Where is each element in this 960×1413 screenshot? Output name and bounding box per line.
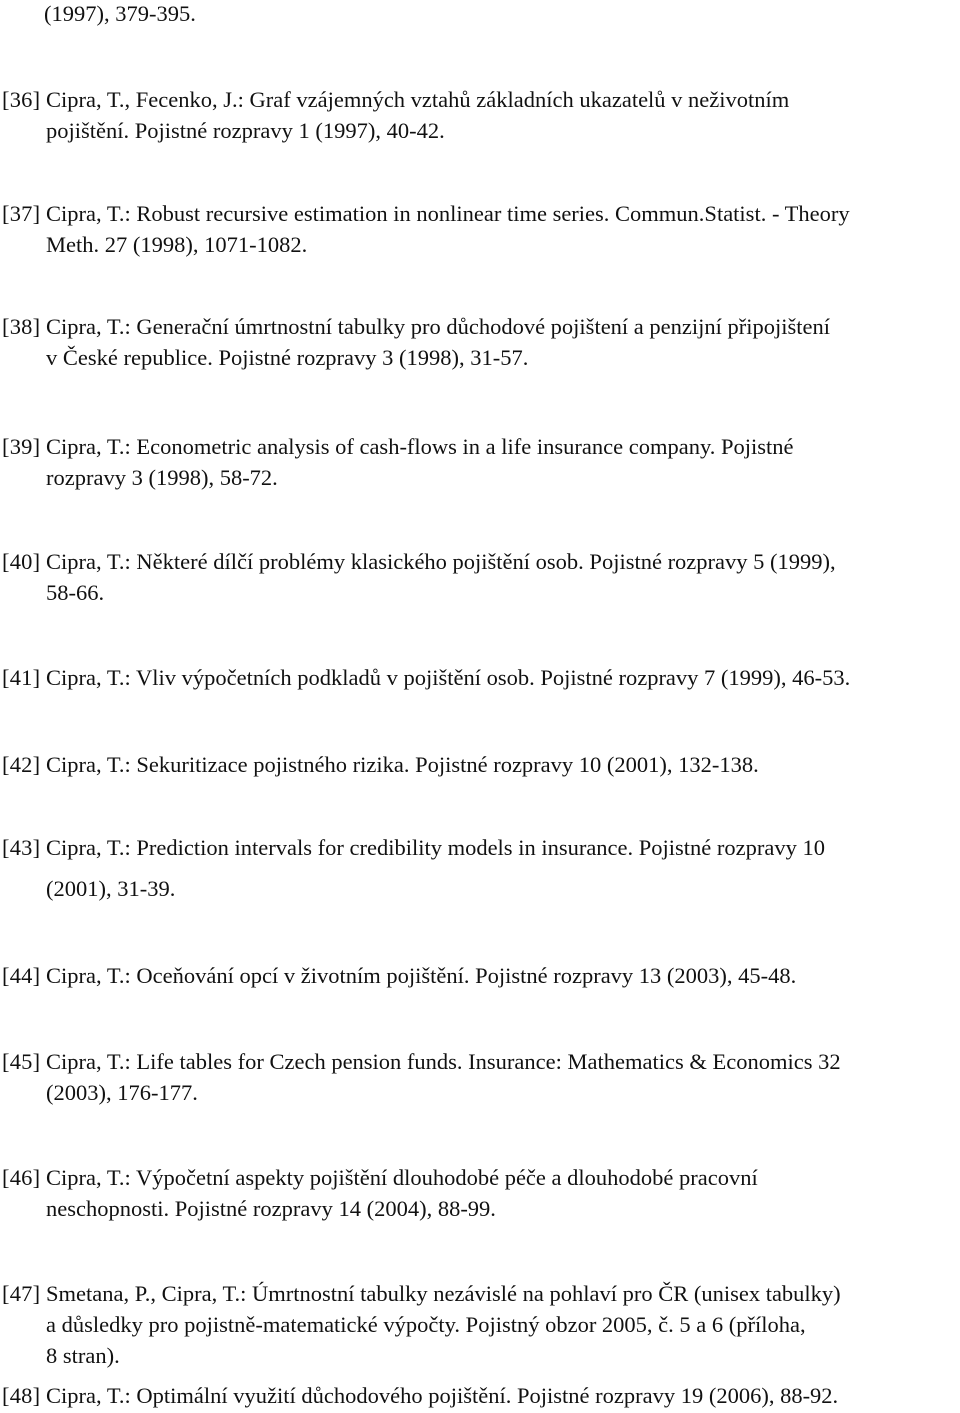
reference-number: [43] — [2, 835, 41, 860]
reference-entry-48 — [0, 1380, 958, 1411]
reference-text — [46, 662, 958, 693]
reference-text — [46, 1278, 958, 1371]
reference-text — [46, 749, 958, 780]
reference-number: [39] — [2, 434, 41, 459]
reference-number: [48] — [2, 1383, 41, 1408]
reference-text — [46, 832, 958, 904]
reference-entry-36 — [0, 84, 958, 146]
reference-entry-43 — [0, 832, 958, 904]
reference-entry-44 — [0, 960, 958, 991]
reference-line: Cipra, T.: Sekuritizace pojistného rizika. Pojistné rozpravy 10 (2001), 132-138. — [46, 752, 759, 777]
reference-line: v České republice. Pojistné rozpravy 3 (1998), 31-57. — [46, 345, 529, 370]
reference-text — [46, 431, 958, 493]
reference-line: Cipra, T.: Vliv výpočetních podkladů v pojištění osob. Pojistné rozpravy 7 (1999), 46-53. — [46, 665, 851, 690]
reference-number: [38] — [2, 314, 41, 339]
reference-text — [46, 960, 958, 991]
reference-entry-47 — [0, 1278, 958, 1371]
reference-text — [46, 546, 958, 608]
reference-entry-45 — [0, 1046, 958, 1108]
reference-number: [40] — [2, 549, 41, 574]
reference-line: Cipra, T.: Robust recursive estimation in nonlinear time series. Commun.Statist. - Theory — [46, 201, 850, 226]
reference-line: Meth. 27 (1998), 1071-1082. — [46, 232, 308, 257]
reference-entry-42 — [0, 749, 958, 780]
reference-text — [46, 198, 958, 260]
reference-line: Cipra, T., Fecenko, J.: Graf vzájemných vztahů základních ukazatelů v neživotním — [46, 87, 790, 112]
reference-number: [41] — [2, 665, 41, 690]
reference-text — [46, 1162, 958, 1224]
reference-line: Cipra, T.: Optimální využití důchodového pojištění. Pojistné rozpravy 19 (2006), 88-92. — [46, 1383, 839, 1408]
reference-text — [46, 84, 958, 146]
reference-entry-37 — [0, 198, 958, 260]
reference-entry-39 — [0, 431, 958, 493]
reference-line: (2001), 31-39. — [46, 876, 176, 901]
reference-line: Cipra, T.: Econometric analysis of cash-flows in a life insurance company. Pojistné — [46, 434, 794, 459]
reference-entry-38 — [0, 311, 958, 373]
reference-line: Smetana, P., Cipra, T.: Úmrtnostní tabulky nezávislé na pohlaví pro ČR (unisex tabulky) — [46, 1281, 841, 1306]
reference-line: Cipra, T.: Generační úmrtnostní tabulky pro důchodové pojištení a penzijní připojištení — [46, 314, 831, 339]
reference-number: [47] — [2, 1281, 41, 1306]
reference-entry-40 — [0, 546, 958, 608]
reference-number: [44] — [2, 963, 41, 988]
reference-line: Cipra, T.: Výpočetní aspekty pojištění dlouhodobé péče a dlouhodobé pracovní — [46, 1165, 758, 1190]
reference-number: [45] — [2, 1049, 41, 1074]
reference-line: neschopnosti. Pojistné rozpravy 14 (2004), 88-99. — [46, 1196, 496, 1221]
reference-text — [46, 1380, 958, 1411]
reference-line: 8 stran). — [46, 1343, 120, 1368]
reference-number: [46] — [2, 1165, 41, 1190]
reference-line: Cipra, T.: Prediction intervals for credibility models in insurance. Pojistné rozpravy 10 — [46, 835, 825, 860]
reference-line: 58-66. — [46, 580, 105, 605]
reference-line: Cipra, T.: Oceňování opcí v životním pojištění. Pojistné rozpravy 13 (2003), 45-48. — [46, 963, 797, 988]
reference-text — [46, 1046, 958, 1108]
reference-number: [36] — [2, 87, 41, 112]
reference-line: Cipra, T.: Některé dílčí problémy klasického pojištění osob. Pojistné rozpravy 5 (1999), — [46, 549, 836, 574]
reference-line: Cipra, T.: Life tables for Czech pension funds. Insurance: Mathematics & Economics 32 — [46, 1049, 841, 1074]
reference-line: rozpravy 3 (1998), 58-72. — [46, 465, 278, 490]
reference-number: [37] — [2, 201, 41, 226]
reference-number: [42] — [2, 752, 41, 777]
reference-line: pojištění. Pojistné rozpravy 1 (1997), 40-42. — [46, 118, 445, 143]
reference-entry-41 — [0, 662, 958, 693]
reference-line: (2003), 176-177. — [46, 1080, 198, 1105]
continued-reference-fragment: (1997), 379-395. — [44, 1, 196, 26]
reference-text — [46, 311, 958, 373]
reference-line: a důsledky pro pojistně-matematické výpočty. Pojistný obzor 2005, č. 5 a 6 (příloha, — [46, 1312, 806, 1337]
reference-entry-46 — [0, 1162, 958, 1224]
